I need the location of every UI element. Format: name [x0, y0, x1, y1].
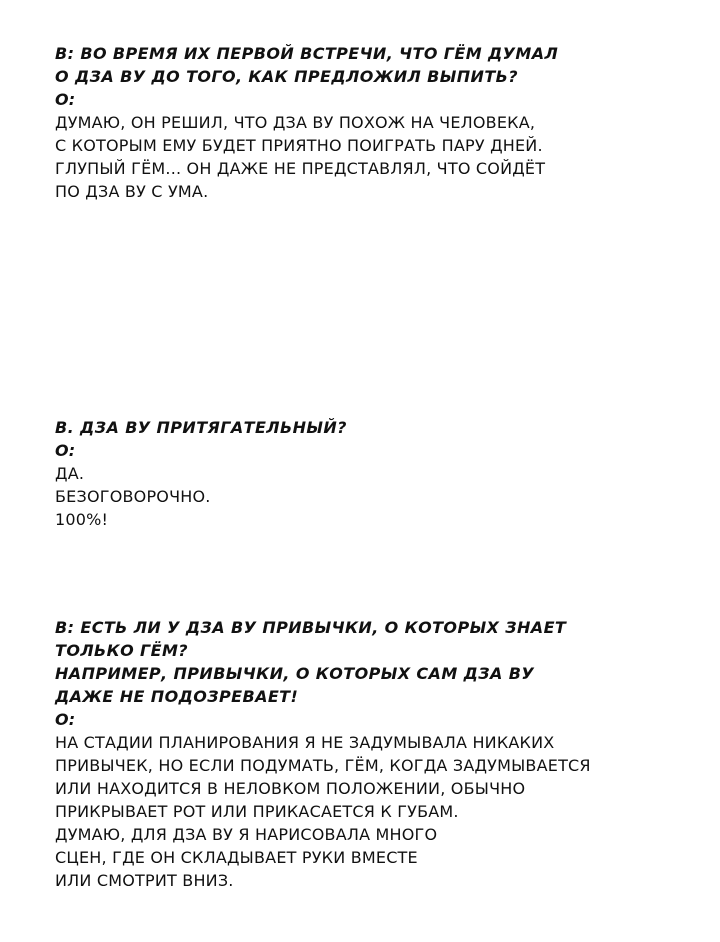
answer-line: НА СТАДИИ ПЛАНИРОВАНИЯ Я НЕ ЗАДУМЫВАЛА НИКАКИХ — [55, 733, 555, 752]
answer-line: ДУМАЮ, ДЛЯ ДЗА ВУ Я НАРИСОВАЛА МНОГО — [55, 825, 438, 844]
question-line: В. ДЗА ВУ ПРИТЯГАТЕЛЬНЫЙ? — [55, 418, 347, 437]
answer-line: ПРИКРЫВАЕТ РОТ ИЛИ ПРИКАСАЕТСЯ К ГУБАМ. — [55, 802, 459, 821]
answer-line: ПРИВЫЧЕК, НО ЕСЛИ ПОДУМАТЬ, ГЁМ, КОГДА ЗАДУМЫВАЕТСЯ — [55, 756, 591, 775]
answer-line: 100%! — [55, 510, 109, 529]
answer-line: ГЛУПЫЙ ГЁМ... ОН ДАЖЕ НЕ ПРЕДСТАВЛЯЛ, ЧТО СОЙДЁТ — [55, 159, 546, 178]
question-line: В: ВО ВРЕМЯ ИХ ПЕРВОЙ ВСТРЕЧИ, ЧТО ГЁМ ДУМАЛ — [55, 44, 559, 63]
answer-line: СЦЕН, ГДЕ ОН СКЛАДЫВАЕТ РУКИ ВМЕСТЕ — [55, 848, 418, 867]
answer-label: О: — [55, 441, 76, 460]
answer-line: ДУМАЮ, ОН РЕШИЛ, ЧТО ДЗА ВУ ПОХОЖ НА ЧЕЛОВЕКА, — [55, 113, 536, 132]
answer-line: С КОТОРЫМ ЕМУ БУДЕТ ПРИЯТНО ПОИГРАТЬ ПАРУ ДНЕЙ. — [55, 136, 543, 155]
qa-block-3 — [55, 616, 675, 892]
question-line: ТОЛЬКО ГЁМ? — [55, 641, 188, 660]
answer-line: ПО ДЗА ВУ С УМА. — [55, 182, 209, 201]
qa-block-2 — [55, 416, 675, 531]
qa-block-1 — [55, 42, 675, 203]
answer-label: О: — [55, 710, 76, 729]
question-line: ДАЖЕ НЕ ПОДОЗРЕВАЕТ! — [55, 687, 299, 706]
answer-line: ДА. — [55, 464, 85, 483]
answer-line: БЕЗОГОВОРОЧНО. — [55, 487, 211, 506]
question-line: В: ЕСТЬ ЛИ У ДЗА ВУ ПРИВЫЧКИ, О КОТОРЫХ ЗНАЕТ — [55, 618, 567, 637]
question-line: О ДЗА ВУ ДО ТОГО, КАК ПРЕДЛОЖИЛ ВЫПИТЬ? — [55, 67, 518, 86]
answer-line: ИЛИ НАХОДИТСЯ В НЕЛОВКОМ ПОЛОЖЕНИИ, ОБЫЧНО — [55, 779, 526, 798]
answer-line: ИЛИ СМОТРИТ ВНИЗ. — [55, 871, 234, 890]
answer-label: О: — [55, 90, 76, 109]
question-line: НАПРИМЕР, ПРИВЫЧКИ, О КОТОРЫХ САМ ДЗА ВУ — [55, 664, 535, 683]
